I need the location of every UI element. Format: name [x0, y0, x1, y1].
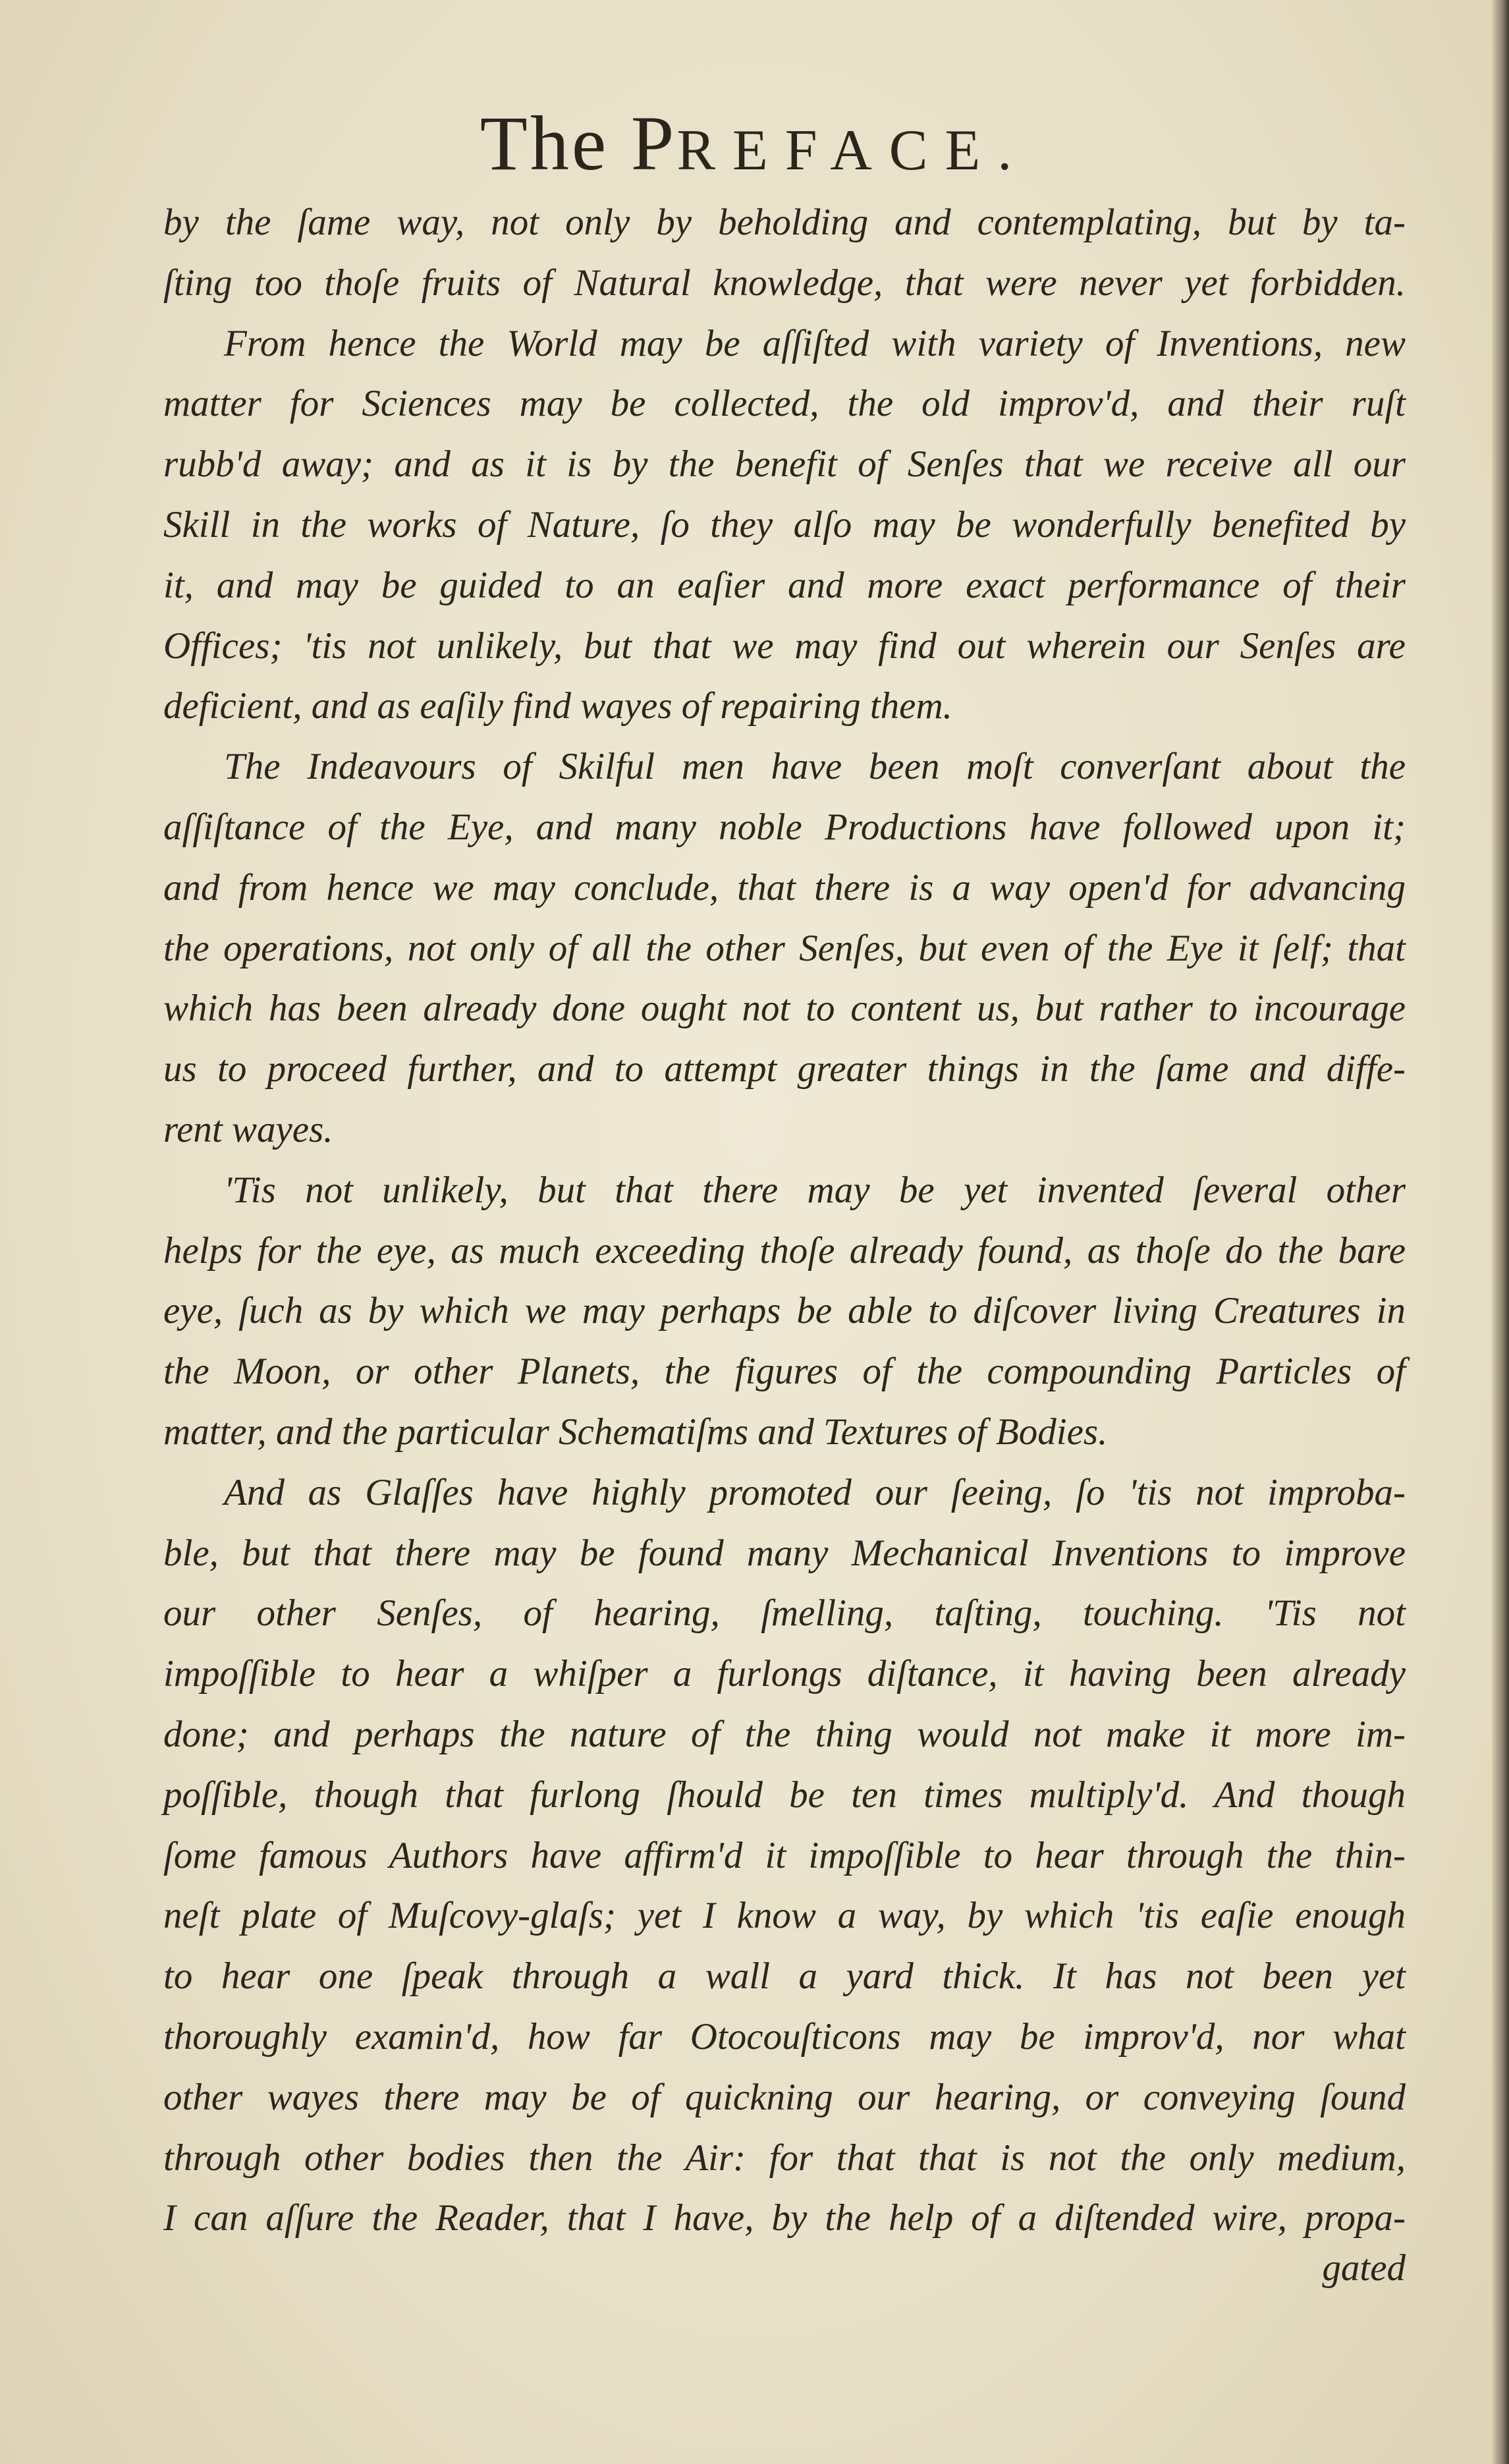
title-initial: P — [630, 100, 677, 186]
text-line: to hear one ſpeak through a wall a yard thick. It has not been yet — [163, 1955, 1406, 1998]
text-line: us to proceed further, and to attempt greater things in the ſame and diffe- — [163, 1048, 1406, 1090]
title-word-the: The — [480, 100, 609, 186]
text-line: aſſiſtance of the Eye, and many noble Productions have followed upon it; — [163, 806, 1406, 848]
text-line: eye, ſuch as by which we may perhaps be able to diſcover living Creatures in — [163, 1290, 1406, 1332]
text-line: Skill in the works of Nature, ſo they alſo may be wonderfully benefited by — [163, 503, 1406, 546]
text-line: ſome famous Authors have affirm'd it impoſſible to hear through the thin- — [163, 1834, 1406, 1876]
page-title — [0, 99, 1509, 188]
page-edge — [1492, 0, 1509, 2464]
text-line: ſting too thoſe fruits of Natural knowledge, that were never yet forbidden. — [163, 262, 1406, 304]
text-line: neſt plate of Muſcovy-glaſs; yet I know a way, by which 'tis eaſie enough — [163, 1895, 1406, 1937]
text-line: through other bodies then the Air: for that that is not the only medium, — [163, 2137, 1406, 2179]
text-line: the operations, not only of all the other Senſes, but even of the Eye it ſelf; that — [163, 927, 1406, 969]
text-line: it, and may be guided to an eaſier and more exact performance of their — [163, 564, 1406, 606]
text-line: And as Glaſſes have highly promoted our ſeeing, ſo 'tis not improba- — [224, 1471, 1406, 1513]
text-line: I can aſſure the Reader, that I have, by the help of a diſtended wire, propa- — [163, 2197, 1406, 2239]
body-text — [163, 192, 1406, 2249]
text-line: From hence the World may be aſſiſted with variety of Inventions, new — [224, 322, 1406, 364]
text-line: Offices; 'tis not unlikely, but that we may find out wherein our Senſes are — [163, 625, 1406, 667]
text-line: our other Senſes, of hearing, ſmelling, taſting, touching. 'Tis not — [163, 1592, 1406, 1635]
catchword: gated — [1322, 2247, 1406, 2289]
text-line: helps for the eye, as much exceeding thoſe already found, as thoſe do the bare — [163, 1229, 1406, 1272]
text-line: 'Tis not unlikely, but that there may be yet invented ſeveral other — [224, 1169, 1406, 1211]
text-line: rubb'd away; and as it is by the benefit of Senſes that we receive all our — [163, 443, 1406, 486]
text-line: other wayes there may be of quickning our hearing, or conveying ſound — [163, 2076, 1406, 2118]
title-small-caps: REFACE. — [676, 119, 1029, 182]
text-line: which has been already done ought not to content us, but rather to incourage — [163, 988, 1406, 1030]
text-line: poſſible, though that furlong ſhould be ten times multiply'd. And though — [163, 1774, 1406, 1816]
text-line: impoſſible to hear a whiſper a furlongs diſtance, it having been already — [163, 1653, 1406, 1695]
text-line: matter for Sciences may be collected, the old improv'd, and their ruſt — [163, 383, 1406, 425]
text-line: the Moon, or other Planets, the figures of the compounding Particles of — [163, 1351, 1406, 1393]
text-line: by the ſame way, not only by beholding and contemplating, but by ta- — [163, 202, 1406, 243]
text-line: deficient, and as eaſily find wayes of repairing them. — [163, 685, 952, 727]
text-line: and from hence we may conclude, that there is a way open'd for advancing — [163, 866, 1406, 909]
text-line: ble, but that there may be found many Mechanical Inventions to improve — [163, 1532, 1406, 1574]
text-line: The Indeavours of Skilful men have been moſt converſant about the — [224, 746, 1406, 788]
text-line: thoroughly examin'd, how far Otocouſticons may be improv'd, nor what — [163, 2015, 1406, 2058]
text-line: done; and perhaps the nature of the thing would not make it more im- — [163, 1713, 1406, 1755]
text-line: rent wayes. — [163, 1108, 333, 1150]
text-line: matter, and the particular Schematiſms and Textures of Bodies. — [163, 1411, 1108, 1453]
